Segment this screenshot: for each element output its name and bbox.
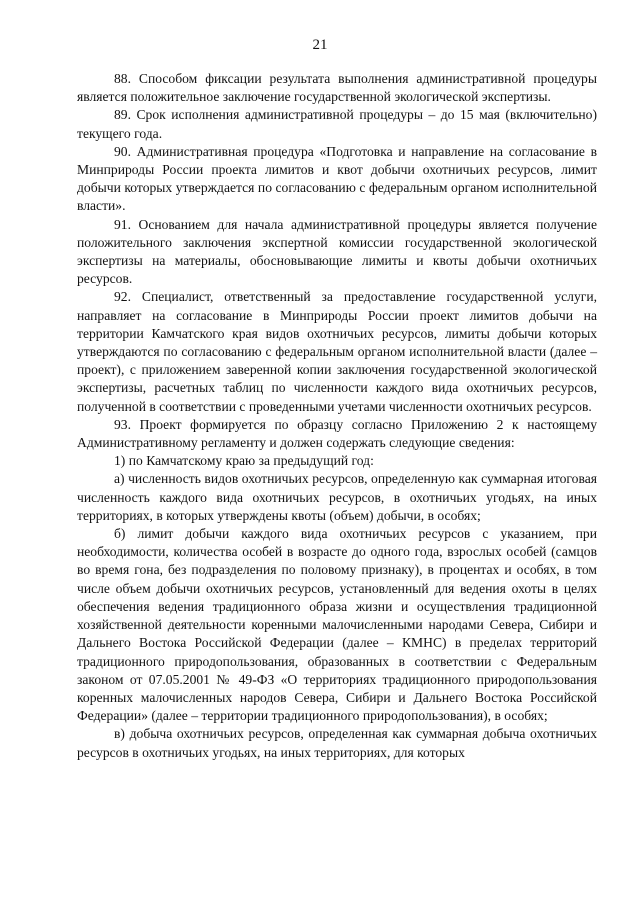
list-item-1: 1) по Камчатскому краю за предыдущий год: xyxy=(114,453,374,469)
paragraph-88: 88. Способом фиксации результата выполнения административной процедуры является положительное заключение государственной экологической экспертизы. xyxy=(77,71,597,105)
paragraph-90: 90. Административная процедура «Подготовка и направление на согласование в Минприроды России проекта лимитов и квот добычи охотничьих ресурсов, лимит добычи которых утверждается по согласованию с федеральным органом исполнительной власти». xyxy=(77,143,597,214)
paragraph-91: 91. Основанием для начала административной процедуры является получение положительного заключения экспертной комиссии государственной экологической экспертизы на материалы, обосновывающие лимиты и квоты добычи охотничьих ресурсов. xyxy=(77,216,597,287)
page-number: 21 xyxy=(312,37,328,53)
document-body xyxy=(77,70,597,762)
paragraph-89: 89. Срок исполнения административной процедуры – до 15 мая (включительно) текущего года. xyxy=(77,107,597,141)
paragraph-92: 92. Специалист, ответственный за предоставление государственной услуги, направляет на согласование в Минприроды России проект лимитов добычи на территории Камчатского края видов охотничьих ресурсов, лимиты добычи которых утверждаются по согласованию с федеральным органом исполнительной власти (далее – проект), с приложением заверенной копии заключения государственной экологической экспертизы, расчетных таблиц по численности каждого вида охотничьих ресурсов, полученной в соответствии с проведенными учетами численности охотничьих ресурсов. xyxy=(77,289,597,414)
paragraph-93: 93. Проект формируется по образцу согласно Приложению 2 к настоящему Административному регламенту и должен содержать следующие сведения: xyxy=(77,416,597,451)
list-item-b: б) лимит добычи каждого вида охотничьих ресурсов с указанием, при необходимости, количества особей в возрасте до одного года, взрослых особей (самцов во время гона, без подразделения по половому признаку), в процентах и особях, в том числе объем добычи охотничьих ресурсов, установленный для ведения охоты в целях обеспечения ведения традиционного образа жизни и осуществления традиционной хозяйственной деятельности коренными малочисленными народами Севера, Сибири и Дальнего Востока Российской Федерации (далее – КМНС) в пределах территорий традиционного природопользования, образованных в соответствии с Федеральным законом от 07.05.2001 № 49-ФЗ «О территориях традиционного природопользования коренных малочисленных народов Севера, Сибири и Дальнего Востока Российской Федерации» (далее – территории традиционного природопользования), в особях; xyxy=(77,526,597,724)
list-item-a: а) численность видов охотничьих ресурсов, определенную как суммарная итоговая численность каждого вида охотничьих ресурсов, в охотничьих угодьях, на иных территориях, в которых утверждены квоты (объем) добычи, в особях; xyxy=(77,471,597,523)
list-item-v: в) добыча охотничьих ресурсов, определенная как суммарная добыча охотничьих ресурсов в охотничьих угодьях, на иных территориях, для которых xyxy=(77,726,597,760)
